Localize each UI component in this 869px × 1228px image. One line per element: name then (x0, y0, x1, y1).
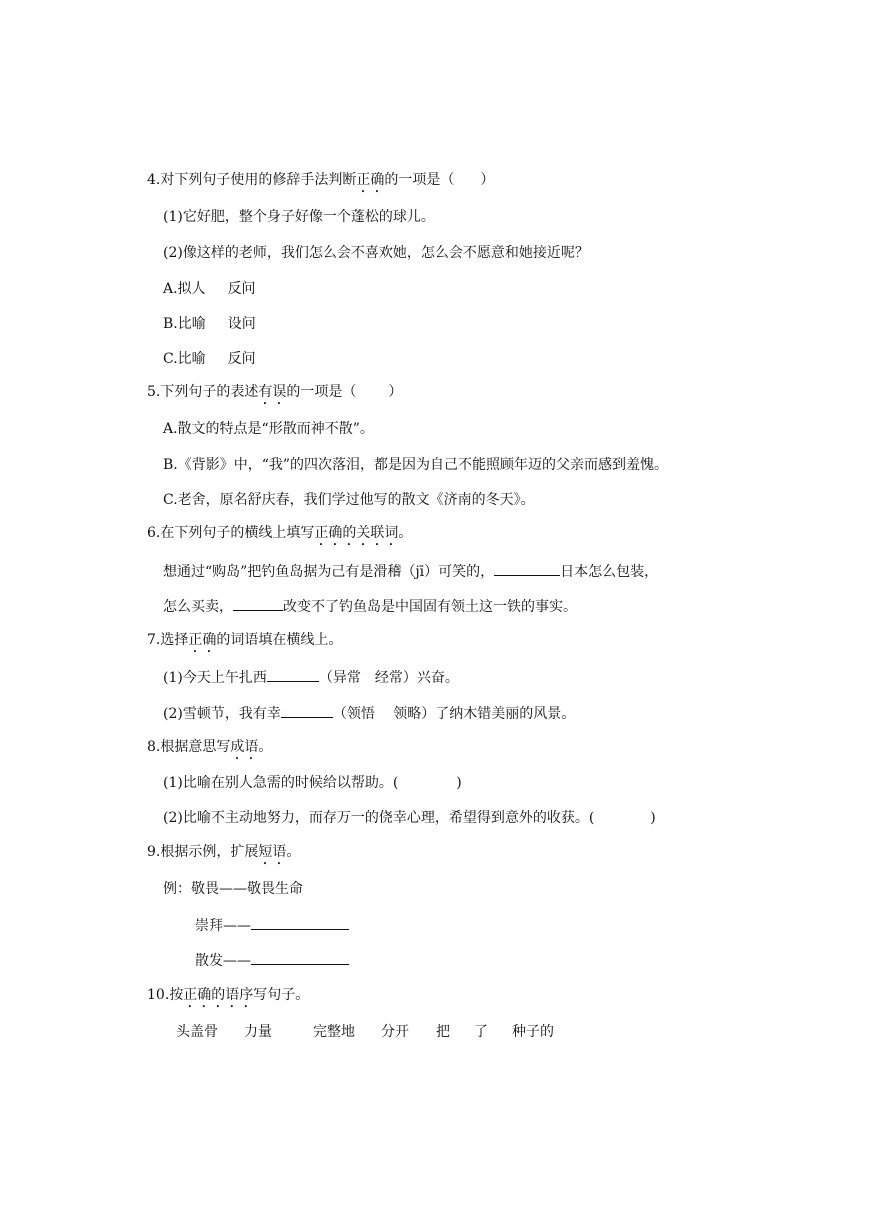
q4-option-b-value: 设问 (227, 316, 256, 332)
q10-word: 力量 (244, 1024, 272, 1040)
q8-stem-text: 8.根据意思写 (147, 739, 231, 755)
q5-stem (147, 382, 402, 408)
q6-line-2-text: 怎么买卖， (163, 599, 233, 615)
q7-stem-text: 7.选择 (147, 632, 189, 648)
q5-option-a: A.散文的特点是“形散而神不散”。 (163, 421, 374, 437)
q7-sentence-2 (163, 703, 575, 724)
q10-stem (147, 985, 309, 1011)
q10-word: 分开 (381, 1024, 409, 1040)
q5-stem-emphasis: 有误 (258, 384, 287, 400)
q6-stem (147, 523, 412, 549)
q9-blank-2[interactable] (251, 950, 349, 965)
q9-item-1-text: 崇拜—— (195, 918, 251, 934)
q4-paren-close: ） (480, 172, 495, 188)
q7-sentence-1-options: （异常 经常）兴奋。 (318, 670, 459, 686)
q6-blank-1[interactable] (494, 561, 560, 576)
q4-option-a (163, 279, 256, 299)
q7-stem-emphasis: 正确 (188, 632, 217, 648)
q10-word: 种子的 (512, 1024, 554, 1040)
q4-option-b (163, 314, 256, 334)
q8-item-2-text: (2)比喻不主动地努力，而存万一的侥幸心理，希望得到意外的收获。( (163, 810, 595, 826)
q9-item-2 (195, 950, 349, 971)
q5-stem-text: 5.下列句子的表述 (147, 384, 259, 400)
q5-stem-text-after: 的一项是（ (286, 384, 357, 400)
q8-item-1-paren-close: ) (456, 775, 462, 791)
q7-sentence-2-options: （领悟 领略）了纳木错美丽的风景。 (332, 706, 576, 722)
q4-option-b-label: B.比喻 (163, 316, 206, 332)
q7-stem-text-after: 的词语填在横线上。 (216, 632, 343, 648)
q8-stem-emphasis: 成语 (230, 739, 259, 755)
q9-item-1 (195, 915, 349, 936)
q10-stem-emphasis: 正确的语序 (183, 987, 254, 1003)
q6-line-1-text-after: 日本怎么包装， (560, 564, 659, 580)
q4-option-c-value: 反问 (227, 351, 256, 367)
q7-blank-2[interactable] (281, 703, 333, 718)
q9-blank-1[interactable] (251, 915, 349, 930)
q4-sentence-1: (1)它好肥，整个身子好像一个蓬松的球儿。 (163, 209, 435, 225)
q10-stem-text-after: 写句子。 (253, 987, 310, 1003)
q9-stem-text: 9.根据示例，扩展 (147, 844, 259, 860)
q8-item-2 (163, 808, 656, 828)
q7-sentence-2-text: (2)雪顿节，我有幸 (163, 706, 281, 722)
q4-sentence-2: (2)像这样的老师，我们怎么会不喜欢她，怎么会不愿意和她接近呢？ (163, 245, 589, 261)
q9-stem-emphasis: 短语 (258, 844, 287, 860)
q8-stem (147, 737, 272, 763)
q4-stem (147, 170, 494, 196)
q8-item-1 (163, 773, 462, 793)
q6-blank-2[interactable] (233, 596, 283, 611)
q4-option-a-label: A.拟人 (163, 281, 206, 297)
q10-word: 把 (436, 1024, 450, 1040)
q4-stem-text-after: 的一项是（ (384, 172, 455, 188)
q6-line-2 (163, 596, 577, 617)
q6-stem-emphasis: 正确的关联词 (314, 525, 399, 541)
q10-word: 完整地 (313, 1024, 355, 1040)
q8-item-1-text: (1)比喻在别人急需的时候给以帮助。( (163, 775, 399, 791)
q5-paren-close: ） (388, 384, 403, 400)
q6-line-1-text: 想通过“购岛”把钓鱼岛据为己有是滑稽（jī）可笑的， (163, 564, 495, 580)
q9-example: 例：敬畏——敬畏生命 (163, 881, 303, 897)
q8-stem-text-after: 。 (258, 739, 273, 755)
q6-line-2-text-after: 改变不了钓鱼岛是中国固有领土这一铁的事实。 (283, 599, 577, 615)
q6-stem-text-after: 。 (398, 525, 413, 541)
q9-item-2-text: 散发—— (195, 953, 251, 969)
q10-word: 了 (474, 1024, 488, 1040)
q4-option-a-value: 反问 (227, 281, 256, 297)
q4-stem-text: 4.对下列句子使用的修辞手法判断 (147, 172, 357, 188)
q7-sentence-1-text: (1)今天上午扎西 (163, 670, 267, 686)
q10-word: 头盖骨 (176, 1024, 218, 1040)
q9-stem-text-after: 。 (286, 844, 301, 860)
q6-stem-text: 6.在下列句子的横线上填写 (147, 525, 315, 541)
q6-line-1 (163, 561, 658, 582)
q4-option-c (163, 349, 256, 369)
q9-stem (147, 842, 300, 868)
q7-sentence-1 (163, 667, 459, 688)
q5-option-c: C.老舍，原名舒庆春，我们学过他写的散文《济南的冬天》。 (163, 492, 535, 508)
q10-stem-text: 10.按 (147, 987, 184, 1003)
q4-stem-emphasis: 正确 (356, 172, 385, 188)
q7-blank-1[interactable] (267, 667, 319, 682)
q5-option-b: B.《背影》中，“我”的四次落泪，都是因为自己不能照顾年迈的父亲而感到羞愧。 (163, 457, 669, 473)
q8-item-2-paren-close: ) (650, 810, 656, 826)
q4-option-c-label: C.比喻 (163, 351, 206, 367)
q7-stem (147, 630, 342, 656)
